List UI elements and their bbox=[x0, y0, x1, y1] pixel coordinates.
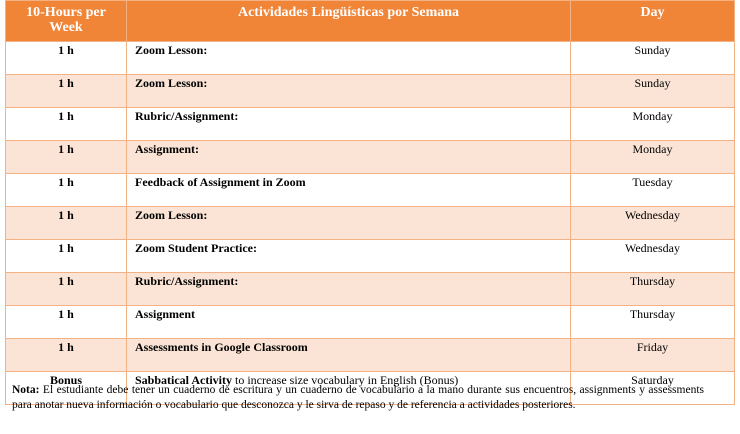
cell-hours: 1 h bbox=[6, 141, 127, 174]
activity-title: Rubric/Assignment: bbox=[135, 274, 239, 288]
cell-day: Thursday bbox=[571, 306, 735, 339]
cell-day: Monday bbox=[571, 108, 735, 141]
cell-activity bbox=[127, 75, 571, 108]
activity-title: Zoom Student Practice: bbox=[135, 241, 257, 255]
cell-hours: 1 h bbox=[6, 174, 127, 207]
activity-title: Assessments in Google Classroom bbox=[135, 340, 308, 354]
cell-activity bbox=[127, 240, 571, 273]
cell-hours: 1 h bbox=[6, 207, 127, 240]
cell-activity bbox=[127, 174, 571, 207]
footnote bbox=[12, 383, 704, 413]
cell-activity bbox=[127, 42, 571, 75]
cell-day: Tuesday bbox=[571, 174, 735, 207]
activity-title: Zoom Lesson: bbox=[135, 43, 208, 57]
activity-title: Assignment: bbox=[135, 142, 200, 156]
cell-hours: 1 h bbox=[6, 339, 127, 372]
cell-day: Sunday bbox=[571, 42, 735, 75]
cell-hours: 1 h bbox=[6, 240, 127, 273]
header-day: Day bbox=[571, 1, 735, 42]
cell-day: Monday bbox=[571, 141, 735, 174]
activity-title: Assignment bbox=[135, 307, 196, 321]
cell-activity bbox=[127, 273, 571, 306]
weekly-schedule-table bbox=[5, 0, 735, 405]
cell-day: Thursday bbox=[571, 273, 735, 306]
table-row bbox=[6, 174, 735, 207]
activity-title: Feedback of Assignment in Zoom bbox=[135, 175, 306, 189]
cell-hours: 1 h bbox=[6, 108, 127, 141]
cell-hours: Bonus bbox=[6, 372, 127, 405]
table-row bbox=[6, 207, 735, 240]
table-body bbox=[6, 42, 735, 405]
cell-activity bbox=[127, 207, 571, 240]
cell-activity bbox=[127, 108, 571, 141]
cell-hours: 1 h bbox=[6, 273, 127, 306]
table-row bbox=[6, 75, 735, 108]
table-row bbox=[6, 108, 735, 141]
cell-hours: 1 h bbox=[6, 306, 127, 339]
table-row bbox=[6, 240, 735, 273]
footnote-text: El estudiante debe tener un cuaderno de escritura y un cuaderno de vocabulario a la mano durante sus encuentros, assignments y assessments para anotar nueva información o vocabulario que desconozca y le sirva de repaso y de referencia a actividades posteriores. bbox=[12, 384, 704, 411]
cell-activity bbox=[127, 339, 571, 372]
cell-day: Friday bbox=[571, 339, 735, 372]
cell-day: Saturday bbox=[571, 372, 735, 405]
activity-title: Zoom Lesson: bbox=[135, 208, 208, 222]
table-row bbox=[6, 42, 735, 75]
cell-day: Sunday bbox=[571, 75, 735, 108]
activity-title: Sabbatical Activity bbox=[135, 373, 233, 387]
cell-day: Wednesday bbox=[571, 240, 735, 273]
cell-hours: 1 h bbox=[6, 42, 127, 75]
cell-day: Wednesday bbox=[571, 207, 735, 240]
footnote-label: Nota: bbox=[12, 384, 40, 396]
cell-activity bbox=[127, 306, 571, 339]
table-row bbox=[6, 141, 735, 174]
table-row bbox=[6, 339, 735, 372]
table-row bbox=[6, 306, 735, 339]
cell-hours: 1 h bbox=[6, 75, 127, 108]
activity-extra: to increase size vocabulary in English (Bonus) bbox=[232, 373, 459, 387]
activity-title: Rubric/Assignment: bbox=[135, 109, 239, 123]
header-hours: 10-Hours per Week bbox=[6, 1, 127, 42]
header-activities: Actividades Lingüísticas por Semana bbox=[127, 1, 571, 42]
table-header-row bbox=[6, 1, 735, 42]
cell-activity bbox=[127, 141, 571, 174]
table-row bbox=[6, 273, 735, 306]
activity-title: Zoom Lesson: bbox=[135, 76, 208, 90]
